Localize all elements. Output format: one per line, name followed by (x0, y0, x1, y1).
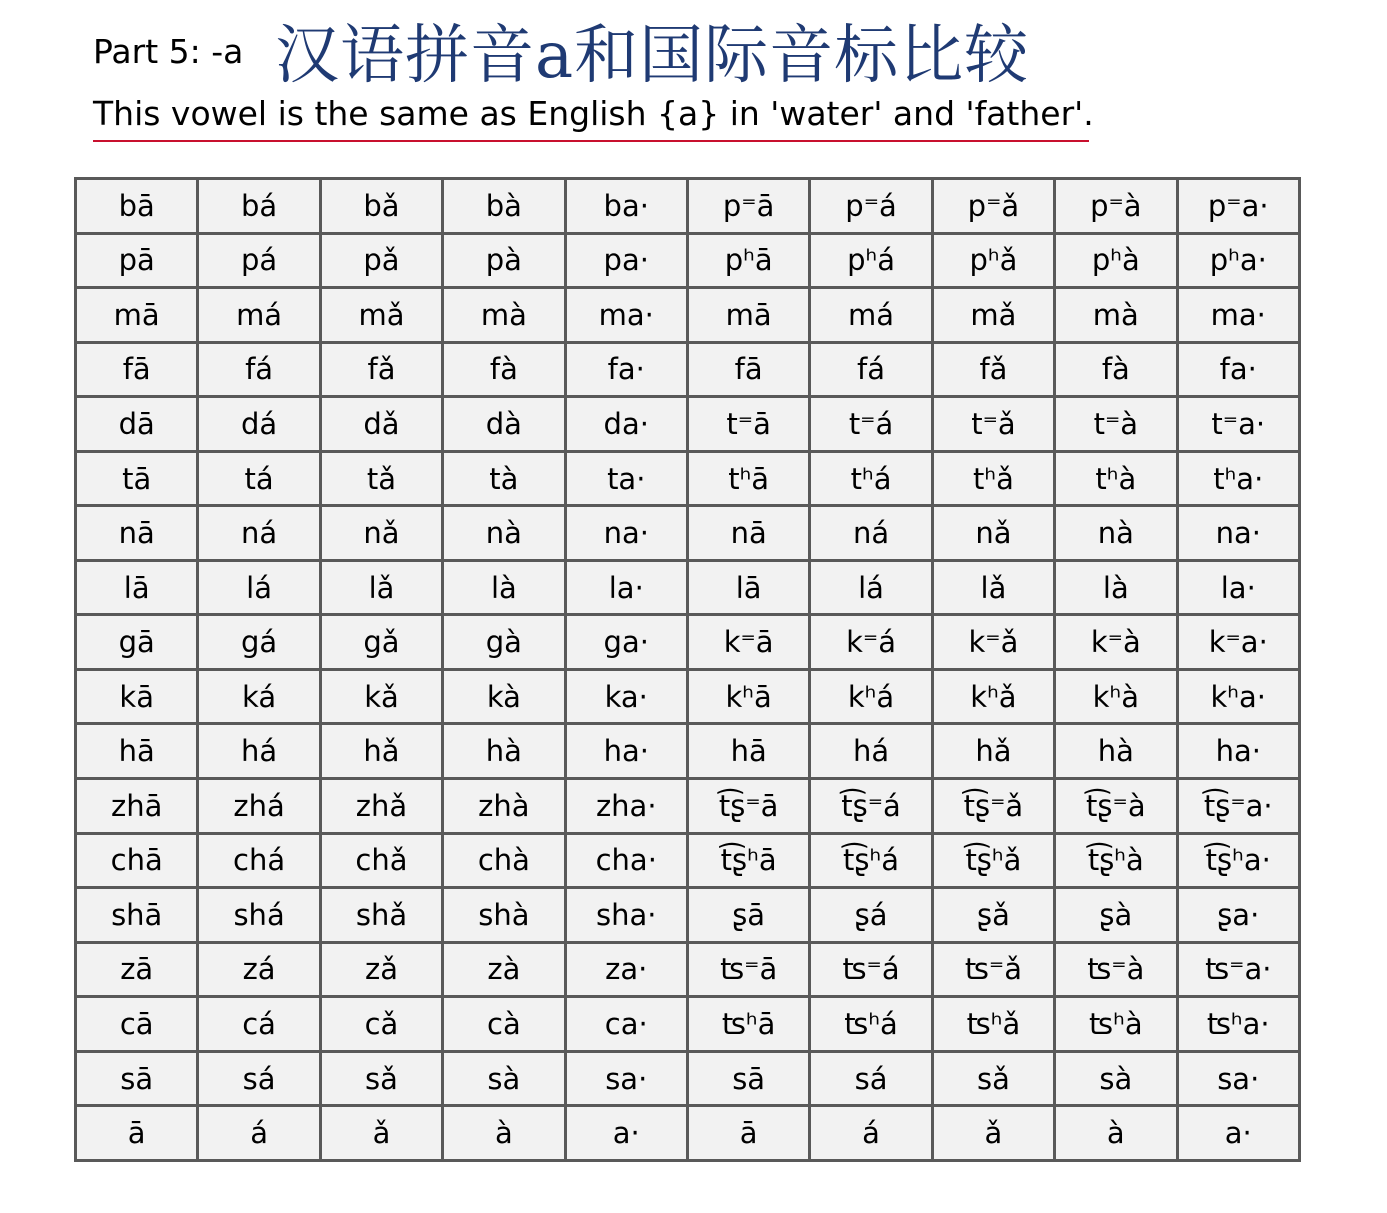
table-cell: zǎ (320, 942, 442, 997)
table-cell: ga· (565, 615, 687, 670)
table-cell: nǎ (932, 506, 1054, 561)
table-cell: là (1055, 560, 1177, 615)
table-cell: k⁼ā (687, 615, 809, 670)
table-row (76, 997, 1300, 1052)
table-cell: tʰǎ (932, 451, 1054, 506)
table-cell: chá (198, 833, 320, 888)
table-cell: ǎ (932, 1106, 1054, 1161)
table-cell: kʰá (810, 669, 932, 724)
table-cell: ʦ⁼a· (1177, 942, 1299, 997)
table-cell: hà (443, 724, 565, 779)
table-cell: zhà (443, 779, 565, 834)
table-cell: à (1055, 1106, 1177, 1161)
table-cell: ʂa· (1177, 888, 1299, 943)
table-cell: tǎ (320, 451, 442, 506)
table-cell: zhǎ (320, 779, 442, 834)
table-cell: à (443, 1106, 565, 1161)
title-underline (93, 140, 1089, 142)
table-cell: cha· (565, 833, 687, 888)
table-cell: sa· (565, 1051, 687, 1106)
table-cell: ʦ⁼á (810, 942, 932, 997)
table-row (76, 779, 1300, 834)
table-cell: ā (76, 1106, 198, 1161)
table-cell: pʰa· (1177, 233, 1299, 288)
table-row (76, 615, 1300, 670)
table-cell: hā (687, 724, 809, 779)
table-cell: cā (76, 997, 198, 1052)
table-cell: fǎ (320, 342, 442, 397)
table-cell: pʰà (1055, 233, 1177, 288)
table-cell: nǎ (320, 506, 442, 561)
table-cell: pa· (565, 233, 687, 288)
table-cell: má (198, 288, 320, 343)
table-cell: ka· (565, 669, 687, 724)
table-cell: má (810, 288, 932, 343)
table-cell: sǎ (932, 1051, 1054, 1106)
table-cell: lǎ (932, 560, 1054, 615)
part-label: Part 5: -a (93, 32, 244, 71)
table-cell: k⁼a· (1177, 615, 1299, 670)
table-cell: shā (76, 888, 198, 943)
table-cell: há (810, 724, 932, 779)
table-cell: na· (1177, 506, 1299, 561)
table-cell: cǎ (320, 997, 442, 1052)
table-cell: nà (443, 506, 565, 561)
table-cell: ba· (565, 179, 687, 234)
table-cell: p⁼ā (687, 179, 809, 234)
table-cell: dǎ (320, 397, 442, 452)
table-cell: bá (198, 179, 320, 234)
table-cell: zà (443, 942, 565, 997)
table-cell: ʂǎ (932, 888, 1054, 943)
table-cell: bà (443, 179, 565, 234)
table-cell: sǎ (320, 1051, 442, 1106)
table-cell: mǎ (320, 288, 442, 343)
table-cell: lá (198, 560, 320, 615)
table-cell: dá (198, 397, 320, 452)
table-cell: a· (565, 1106, 687, 1161)
table-cell: kʰā (687, 669, 809, 724)
table-cell: kǎ (320, 669, 442, 724)
table-cell: mà (1055, 288, 1177, 343)
table-row (76, 342, 1300, 397)
table-cell: zhá (198, 779, 320, 834)
table-cell: na· (565, 506, 687, 561)
table-cell: dā (76, 397, 198, 452)
table-cell: p⁼à (1055, 179, 1177, 234)
table-cell: pà (443, 233, 565, 288)
table-cell: pʰā (687, 233, 809, 288)
table-cell: mà (443, 288, 565, 343)
table-cell: kā (76, 669, 198, 724)
table-cell: shá (198, 888, 320, 943)
table-cell: ʦ⁼à (1055, 942, 1177, 997)
table-cell: ʦ⁼ā (687, 942, 809, 997)
table-cell: t͡ʂ⁼ā (687, 779, 809, 834)
table-cell: sá (810, 1051, 932, 1106)
table-cell: á (198, 1106, 320, 1161)
table-cell: t͡ʂʰa· (1177, 833, 1299, 888)
table-cell: a· (1177, 1106, 1299, 1161)
table-cell: ha· (1177, 724, 1299, 779)
table-row (76, 942, 1300, 997)
pinyin-ipa-table (74, 177, 1301, 1162)
table-cell: k⁼à (1055, 615, 1177, 670)
subtitle: This vowel is the same as English {a} in 'water' and 'father'. (93, 94, 1094, 133)
table-cell: fá (810, 342, 932, 397)
table-cell: hǎ (932, 724, 1054, 779)
table-cell: t͡ʂ⁼a· (1177, 779, 1299, 834)
table-row (76, 833, 1300, 888)
table-cell: bā (76, 179, 198, 234)
table-cell: hā (76, 724, 198, 779)
table-body (76, 179, 1300, 1161)
table-cell: tʰà (1055, 451, 1177, 506)
table-cell: lá (810, 560, 932, 615)
table-cell: t͡ʂʰā (687, 833, 809, 888)
table-cell: t⁼à (1055, 397, 1177, 452)
table-row (76, 233, 1300, 288)
table-cell: ʦʰá (810, 997, 932, 1052)
table-cell: tʰa· (1177, 451, 1299, 506)
table-cell: zha· (565, 779, 687, 834)
table-cell: fā (687, 342, 809, 397)
table-row (76, 1106, 1300, 1161)
table-cell: chǎ (320, 833, 442, 888)
table-cell: t͡ʂ⁼á (810, 779, 932, 834)
table-cell: gà (443, 615, 565, 670)
table-cell: ʂá (810, 888, 932, 943)
table-cell: zá (198, 942, 320, 997)
table-cell: chā (76, 833, 198, 888)
table-cell: tá (198, 451, 320, 506)
table-cell: t͡ʂ⁼à (1055, 779, 1177, 834)
table-cell: tʰā (687, 451, 809, 506)
table-row (76, 560, 1300, 615)
table-cell: mā (687, 288, 809, 343)
table-cell: fǎ (932, 342, 1054, 397)
table-cell: k⁼ǎ (932, 615, 1054, 670)
table-cell: sā (687, 1051, 809, 1106)
table-cell: sà (443, 1051, 565, 1106)
table-cell: p⁼á (810, 179, 932, 234)
table-cell: bǎ (320, 179, 442, 234)
table-cell: ma· (565, 288, 687, 343)
table-cell: fà (443, 342, 565, 397)
table-cell: sha· (565, 888, 687, 943)
table-cell: sà (1055, 1051, 1177, 1106)
table-cell: pā (76, 233, 198, 288)
table-row (76, 506, 1300, 561)
table-cell: dà (443, 397, 565, 452)
table-cell: t⁼á (810, 397, 932, 452)
table-cell: ta· (565, 451, 687, 506)
table-cell: cá (198, 997, 320, 1052)
table-cell: t⁼ǎ (932, 397, 1054, 452)
table-cell: tà (443, 451, 565, 506)
table-cell: k⁼á (810, 615, 932, 670)
table-cell: nà (1055, 506, 1177, 561)
table-row (76, 288, 1300, 343)
table-cell: t⁼ā (687, 397, 809, 452)
table-cell: sa· (1177, 1051, 1299, 1106)
table-cell: ná (198, 506, 320, 561)
table-cell: za· (565, 942, 687, 997)
table-cell: gá (198, 615, 320, 670)
table-cell: shǎ (320, 888, 442, 943)
table-row (76, 397, 1300, 452)
table-cell: ʦʰǎ (932, 997, 1054, 1052)
table-cell: há (198, 724, 320, 779)
table-cell: kà (443, 669, 565, 724)
table-cell: t͡ʂʰà (1055, 833, 1177, 888)
table-cell: zā (76, 942, 198, 997)
table-cell: ʦʰa· (1177, 997, 1299, 1052)
table-cell: ma· (1177, 288, 1299, 343)
table-row (76, 451, 1300, 506)
table-cell: ná (810, 506, 932, 561)
table-cell: nā (76, 506, 198, 561)
table-cell: pʰǎ (932, 233, 1054, 288)
table-cell: shà (443, 888, 565, 943)
table-row (76, 1051, 1300, 1106)
table-cell: pá (198, 233, 320, 288)
table-cell: nā (687, 506, 809, 561)
table-row (76, 888, 1300, 943)
table-cell: gā (76, 615, 198, 670)
table-cell: t⁼a· (1177, 397, 1299, 452)
table-cell: pǎ (320, 233, 442, 288)
table-cell: t͡ʂ⁼ǎ (932, 779, 1054, 834)
table-cell: hà (1055, 724, 1177, 779)
table-cell: gǎ (320, 615, 442, 670)
table-cell: sá (198, 1051, 320, 1106)
table-cell: la· (1177, 560, 1299, 615)
table-cell: chà (443, 833, 565, 888)
table-cell: ʦ⁼ǎ (932, 942, 1054, 997)
table-cell: p⁼ǎ (932, 179, 1054, 234)
table-cell: kʰà (1055, 669, 1177, 724)
table-cell: á (810, 1106, 932, 1161)
table-cell: fā (76, 342, 198, 397)
table-cell: lǎ (320, 560, 442, 615)
table-cell: fà (1055, 342, 1177, 397)
table-cell: ʦʰà (1055, 997, 1177, 1052)
table-cell: hǎ (320, 724, 442, 779)
chinese-title: 汉语拼音a和国际音标比较 (275, 19, 1030, 93)
table-cell: kʰǎ (932, 669, 1054, 724)
table-cell: ká (198, 669, 320, 724)
table-cell: t͡ʂʰá (810, 833, 932, 888)
table-cell: la· (565, 560, 687, 615)
table-cell: sā (76, 1051, 198, 1106)
table-cell: fa· (565, 342, 687, 397)
table-cell: t͡ʂʰǎ (932, 833, 1054, 888)
table-cell: ǎ (320, 1106, 442, 1161)
table-cell: mǎ (932, 288, 1054, 343)
table-cell: fa· (1177, 342, 1299, 397)
table-cell: tʰá (810, 451, 932, 506)
table-cell: lā (687, 560, 809, 615)
table-cell: ha· (565, 724, 687, 779)
table-cell: mā (76, 288, 198, 343)
table-cell: ʂā (687, 888, 809, 943)
table-cell: kʰa· (1177, 669, 1299, 724)
table-cell: zhā (76, 779, 198, 834)
table-cell: cà (443, 997, 565, 1052)
table-cell: ca· (565, 997, 687, 1052)
table-cell: ā (687, 1106, 809, 1161)
table-row (76, 724, 1300, 779)
table-cell: da· (565, 397, 687, 452)
table-cell: là (443, 560, 565, 615)
table-row (76, 179, 1300, 234)
table-cell: tā (76, 451, 198, 506)
table-cell: ʂà (1055, 888, 1177, 943)
table-cell: fá (198, 342, 320, 397)
table-cell: lā (76, 560, 198, 615)
table-cell: ʦʰā (687, 997, 809, 1052)
table-cell: p⁼a· (1177, 179, 1299, 234)
table-row (76, 669, 1300, 724)
table-cell: pʰá (810, 233, 932, 288)
